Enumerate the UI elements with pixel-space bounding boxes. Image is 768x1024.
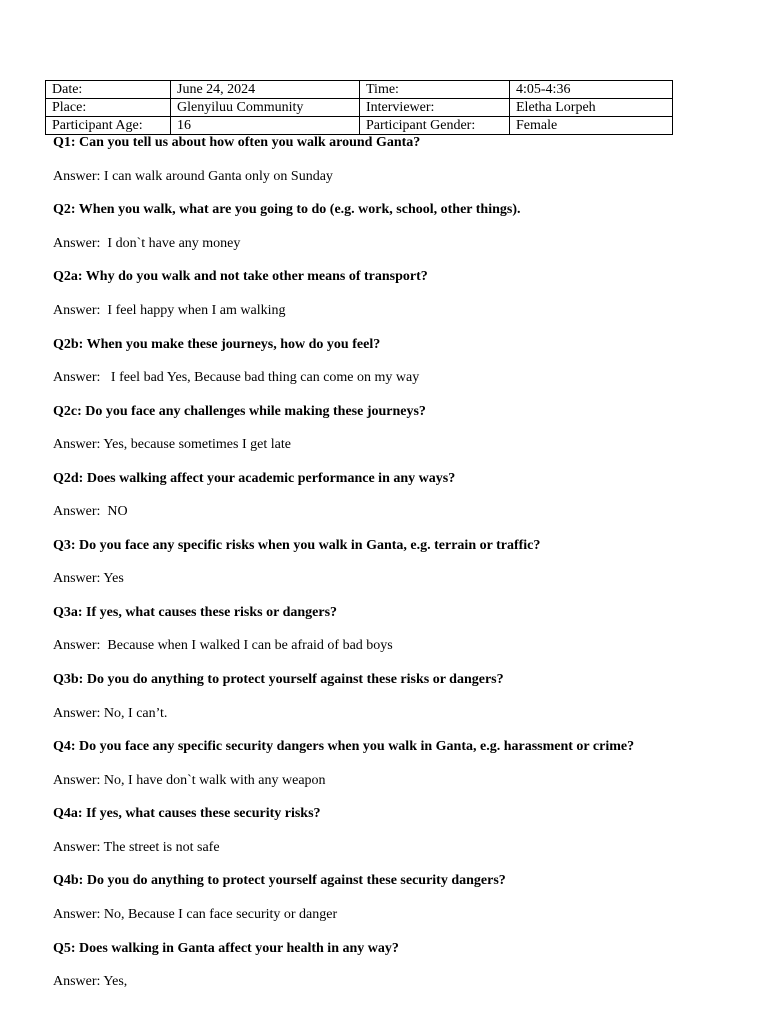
question-q4a: Q4a: If yes, what causes these security risks? [53,806,321,821]
question-q4: Q4: Do you face any specific security dangers when you walk in Ganta, e.g. harassment or crime? [53,739,635,754]
answer-q2d: Answer: NO [53,504,128,519]
place-value: Glenyiluu Community [171,99,360,117]
question-q5: Q5: Does walking in Ganta affect your health in any way? [53,941,399,956]
answer-q5: Answer: Yes, [53,974,128,989]
answer-q2a: Answer: I feel happy when I am walking [53,303,286,318]
question-q2a: Q2a: Why do you walk and not take other means of transport? [53,269,428,284]
answer-q4: Answer: No, I have don`t walk with any weapon [53,773,326,788]
date-label: Date: [46,81,171,99]
question-q3b: Q3b: Do you do anything to protect yourself against these risks or dangers? [53,672,504,687]
answer-q2: Answer: I don`t have any money [53,236,241,251]
interviewer-value: Eletha Lorpeh [510,99,673,117]
date-value: June 24, 2024 [171,81,360,99]
time-value: 4:05-4:36 [510,81,673,99]
metadata-row-date [46,81,673,99]
question-q2c: Q2c: Do you face any challenges while making these journeys? [53,404,426,419]
answer-q3b: Answer: No, I can’t. [53,706,168,721]
age-label: Participant Age: [46,117,171,135]
answer-q2b: Answer: I feel bad Yes, Because bad thing can come on my way [53,370,420,385]
question-q1: Q1: Can you tell us about how often you walk around Ganta? [53,135,421,150]
place-label: Place: [46,99,171,117]
answer-q4b: Answer: No, Because I can face security or danger [53,907,338,922]
answer-q2c: Answer: Yes, because sometimes I get late [53,437,291,452]
interviewer-label: Interviewer: [360,99,510,117]
answer-q4a: Answer: The street is not safe [53,840,220,855]
answer-q3: Answer: Yes [53,571,124,586]
gender-value: Female [510,117,673,135]
question-q2b: Q2b: When you make these journeys, how do you feel? [53,337,381,352]
answer-q1: Answer: I can walk around Ganta only on Sunday [53,169,333,184]
question-q2: Q2: When you walk, what are you going to do (e.g. work, school, other things). [53,202,521,217]
age-value: 16 [171,117,360,135]
gender-label: Participant Gender: [360,117,510,135]
question-q4b: Q4b: Do you do anything to protect yourself against these security dangers? [53,873,506,888]
metadata-row-participant [46,117,673,135]
question-q2d: Q2d: Does walking affect your academic performance in any ways? [53,471,456,486]
metadata-row-place [46,99,673,117]
interview-metadata-table [45,80,673,135]
answer-q3a: Answer: Because when I walked I can be afraid of bad boys [53,638,393,653]
question-q3a: Q3a: If yes, what causes these risks or dangers? [53,605,338,620]
question-q3: Q3: Do you face any specific risks when you walk in Ganta, e.g. terrain or traffic? [53,538,541,553]
time-label: Time: [360,81,510,99]
